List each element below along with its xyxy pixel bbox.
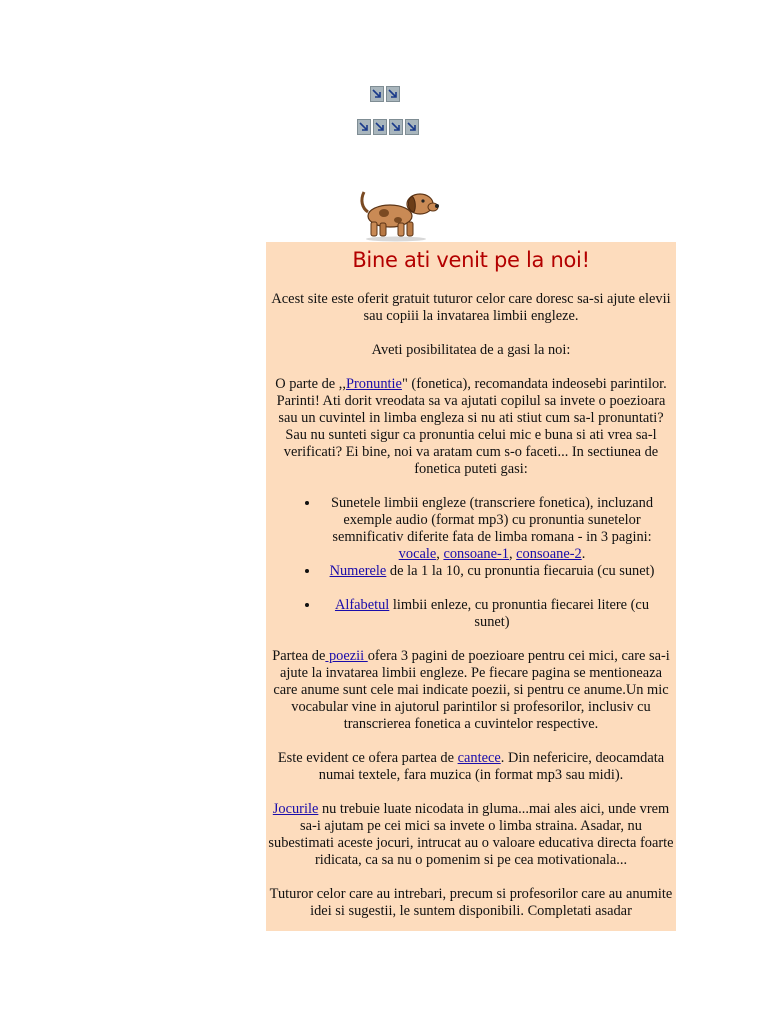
pronuntie-paragraph	[266, 376, 676, 478]
cantece-before: Este evident ce ofera partea de	[277, 750, 458, 766]
arrow-down-right-icon	[405, 119, 419, 135]
jocuri-after: nu trebuie luate nicodata in gluma...mai ales aici, unde vrem sa-i ajutam pe cei mici sa invete o limba straina. Asadar, nu subestimati aceste jocuri, intrucat au o valoare educativa directa foarte ridicata, ca sa nu o pomenim si pe cea motivationala...	[268, 801, 674, 868]
lead-text: Aveti posibilitatea de a gasi la noi:	[371, 342, 571, 358]
cantece-link[interactable]: cantece	[457, 750, 501, 766]
numerele-link[interactable]: Numerele	[329, 563, 387, 579]
arrow-down-right-icon	[357, 119, 371, 135]
arrow-down-right-icon	[370, 86, 384, 102]
pronuntie-before: O parte de ,,	[275, 376, 346, 392]
poezii-after: ofera 3 pagini de poezioare pentru cei mici, care sa-i ajute la invatarea limbii engleze. Pe fiecare pagina se mentioneaza care anume sunt cele mai indicate poezii, si pentru ce anume.Un mic vocabular vine in ajutorul parintilor si profesorilor, inclusiv cu transcrierea fonetica a cuvintelor respective.	[273, 648, 670, 732]
numerele-text: de la 1 la 10, cu pronuntia fiecaruia (cu sunet)	[386, 563, 655, 579]
list-item: • Sunetele limbii engleze (transcriere fonetica), incluzand exemple audio (format mp3) cu pronuntia sunetelor semnificativ diferite fata de limba romana - in 3 pagini: vocale, consoane-1, consoane-2.	[320, 495, 664, 563]
dog-icon	[356, 182, 440, 242]
alfabetul-text: limbii enleze, cu pronuntia fiecarei litere (cu sunet)	[389, 597, 650, 630]
pronuntie-after: " (fonetica), recomandata indeosebi parintilor. Parinti! Ati dorit vreodata sa va ajutati copilul sa invete o poezioara sau un cuvintel in limba engleza si nu ati stiut cum sa-l pronuntati? Sau nu sunteti sigur ca pronuntia celui mic e buna si ati vrea sa-l verificati? Ei bine, noi va aratam cum s-o faceti... In sectiunea de fonetica puteti gasi:	[276, 376, 667, 477]
arrow-down-right-icon	[373, 119, 387, 135]
list-item	[320, 597, 664, 631]
pronuntie-link[interactable]: Pronuntie	[345, 376, 402, 392]
sounds-text: Sunetele limbii engleze (transcriere fonetica), incluzand exemple audio (format mp3) cu pronuntia sunetelor semnificativ diferite fata de limba romana - in 3 pagini:	[330, 495, 654, 545]
cantece-paragraph	[266, 750, 676, 784]
arrow-down-right-icon	[389, 119, 403, 135]
poezii-link[interactable]: poezii	[325, 648, 368, 664]
arrow-row-bottom	[357, 119, 419, 135]
fonetica-list	[266, 495, 676, 631]
alfabetul-link[interactable]: Alfabetul	[334, 597, 390, 613]
list-item	[320, 563, 664, 580]
page-title: Bine ati venit pe la noi!	[352, 248, 590, 272]
poezii-paragraph	[266, 648, 676, 733]
consoane-2-link[interactable]: consoane-2	[516, 546, 582, 562]
welcome-panel	[266, 242, 676, 931]
vocale-link[interactable]: vocale	[398, 546, 437, 562]
jocuri-paragraph	[266, 801, 676, 869]
poezii-before: Partea de	[272, 648, 326, 664]
contact-paragraph: Tuturor celor care au intrebari, precum si profesorilor care au anumite idei si sugestii, le suntem disponibili. Completati asadar	[269, 886, 673, 919]
arrow-row-top	[370, 86, 400, 102]
jocurile-link[interactable]: Jocurile	[272, 801, 319, 817]
intro-text: Acest site este oferit gratuit tuturor celor care doresc sa-si ajute elevii sau copiii la invatarea limbii engleze.	[271, 291, 671, 324]
consoane-1-link[interactable]: consoane-1	[443, 546, 509, 562]
arrow-down-right-icon	[386, 86, 400, 102]
cantece-after: . Din nefericire, deocamdata numai textele, fara muzica (in format mp3 sau midi).	[318, 750, 665, 783]
